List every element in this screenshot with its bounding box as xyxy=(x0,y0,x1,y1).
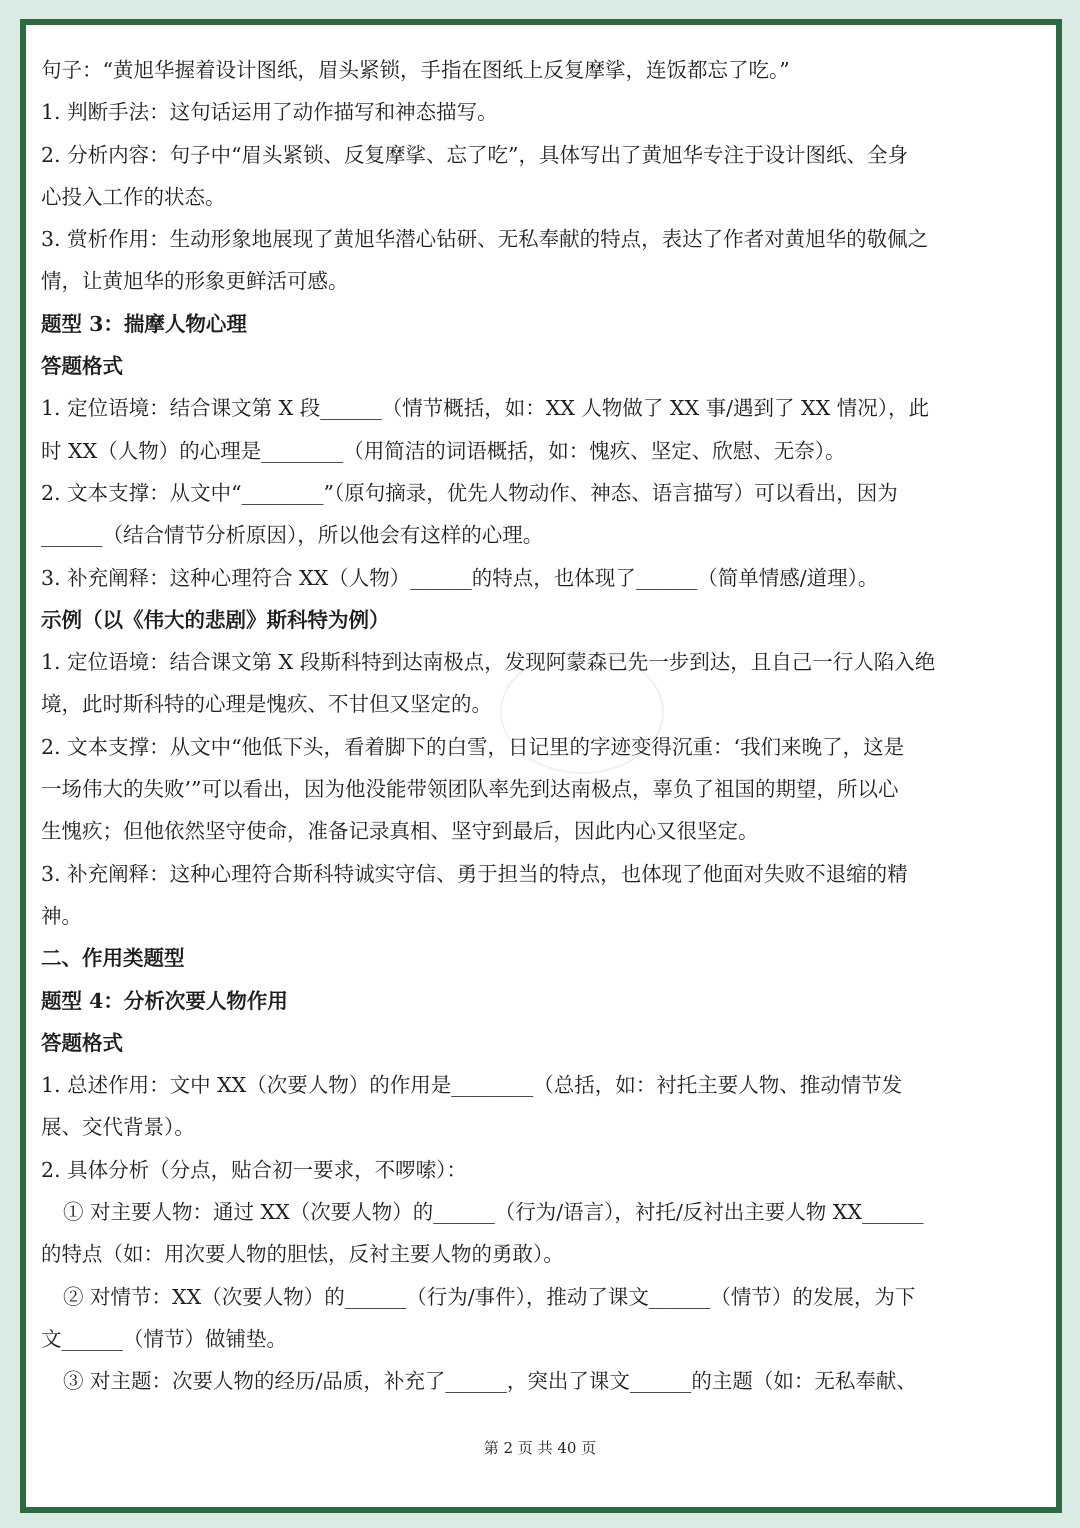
section-heading: 题型 3：揣摩人物心理 xyxy=(41,311,247,336)
text-line: 神。 xyxy=(41,903,82,928)
section-heading: 答题格式 xyxy=(41,354,123,379)
text-line: ______（结合情节分析原因），所以他会有这样的心理。 xyxy=(41,523,544,548)
text-line: 1. 定位语境：结合课文第 X 段______（情节概括，如：XX 人物做了 XX 事/遇到了 XX 情况），此 xyxy=(41,396,930,421)
text-line: 2. 分析内容：句子中“眉头紧锁、反复摩挲、忘了吃”，具体写出了黄旭华专注于设计图纸、全身 xyxy=(41,142,909,167)
section-heading: 题型 4：分析次要人物作用 xyxy=(41,988,288,1013)
text-line: ② 对情节：XX（次要人物）的______（行为/事件），推动了课文______（情节）的发展，为下 xyxy=(63,1284,916,1309)
text-line: 3. 赏析作用：生动形象地展现了黄旭华潜心钻研、无私奉献的特点，表达了作者对黄旭华的敬佩之 xyxy=(41,227,929,252)
text-line: 展、交代背景）。 xyxy=(41,1115,195,1140)
text-line: 情，让黄旭华的形象更鲜活可感。 xyxy=(41,269,349,294)
text-line: 3. 补充阐释：这种心理符合斯科特诚实守信、勇于担当的特点，也体现了他面对失败不退缩的精 xyxy=(41,861,908,886)
text-line: 1. 定位语境：结合课文第 X 段斯科特到达南极点，发现阿蒙森已先一步到达，且自己一行人陷入绝 xyxy=(41,650,936,675)
text-line: 1. 判断手法：这句话运用了动作描写和神态描写。 xyxy=(41,100,498,125)
page-number: 第 2 页 共 40 页 xyxy=(483,1439,597,1457)
text-line: 2. 文本支撑：从文中“________”（原句摘录，优先人物动作、神态、语言描写）可以看出，因为 xyxy=(41,480,898,505)
text-line: 的特点（如：用次要人物的胆怯，反衬主要人物的勇敢）。 xyxy=(41,1242,564,1267)
text-line: 文______（情节）做铺垫。 xyxy=(41,1326,287,1351)
text-line: ① 对主要人物：通过 XX（次要人物）的______（行为/语言），衬托/反衬出主要人物 XX______ xyxy=(63,1200,924,1225)
text-line: 句子：“黄旭华握着设计图纸，眉头紧锁，手指在图纸上反复摩挲，连饭都忘了吃。” xyxy=(41,58,790,82)
document-body xyxy=(41,49,1001,1403)
text-line: 2. 文本支撑：从文中“他低下头，看着脚下的白雪，日记里的字迹变得沉重：‘我们来晚了，这是 xyxy=(41,734,905,759)
text-line: 生愧疚；但他依然坚守使命，准备记录真相、坚守到最后，因此内心又很坚定。 xyxy=(41,819,759,844)
text-line: 3. 补充阐释：这种心理符合 XX（人物）______的特点，也体现了______（简单情感/道理）。 xyxy=(41,565,879,590)
section-heading: 示例（以《伟大的悲剧》斯科特为例） xyxy=(41,607,390,632)
text-line: 时 XX（人物）的心理是________（用简洁的词语概括，如：愧疚、坚定、欣慰、无奈）。 xyxy=(41,438,846,463)
text-line: 1. 总述作用：文中 XX（次要人物）的作用是________（总括，如：衬托主要人物、推动情节发 xyxy=(41,1073,903,1098)
text-line: 心投入工作的状态。 xyxy=(41,184,226,209)
section-heading: 答题格式 xyxy=(41,1030,123,1055)
section-heading: 二、作用类题型 xyxy=(41,946,185,971)
text-line: 一场伟大的失败’”可以看出，因为他没能带领团队率先到达南极点，辜负了祖国的期望，所以心 xyxy=(41,777,899,802)
text-line: 2. 具体分析（分点，贴合初一要求，不啰嗦）： xyxy=(41,1157,467,1182)
text-line: ③ 对主题：次要人物的经历/品质，补充了______，突出了课文______的主题（如：无私奉献、 xyxy=(63,1369,917,1394)
text-line: 境，此时斯科特的心理是愧疚、不甘但又坚定的。 xyxy=(41,692,492,717)
